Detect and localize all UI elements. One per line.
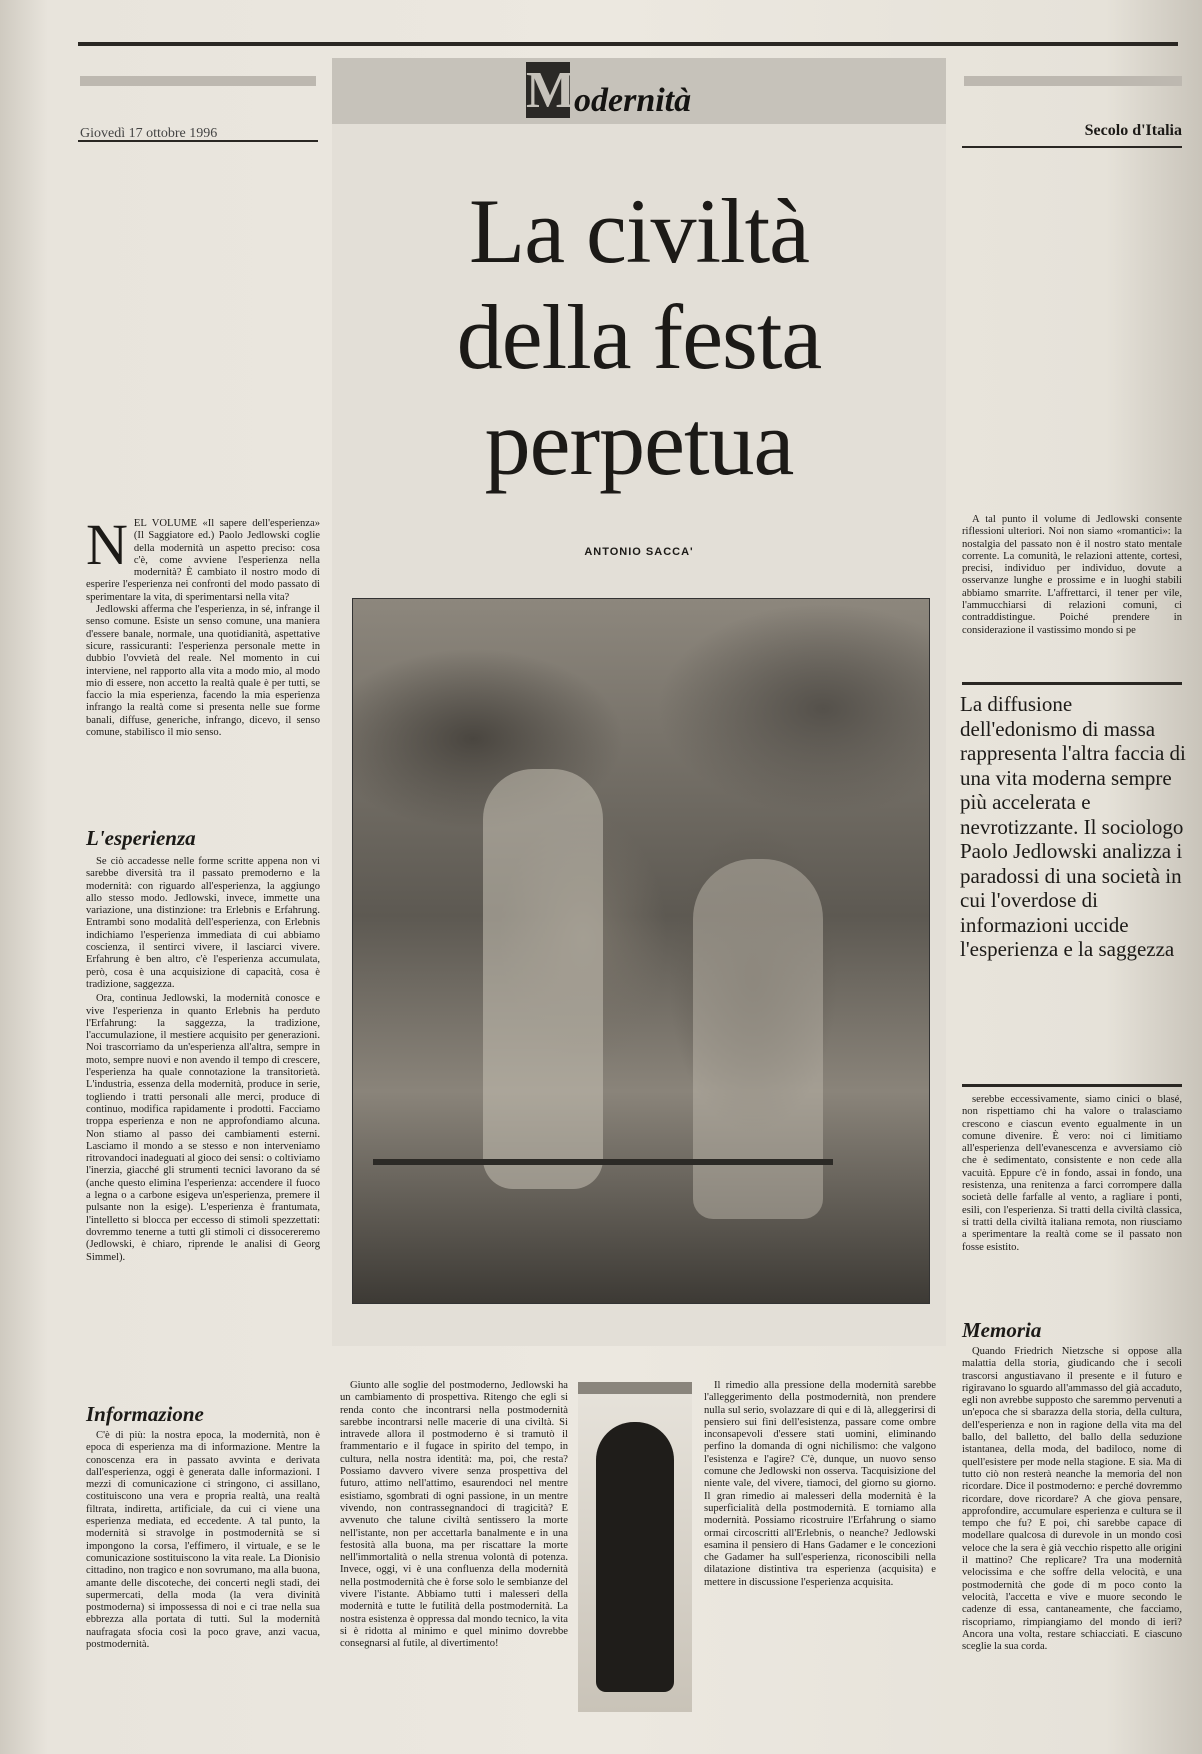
headline-line-1: La civiltà <box>469 180 809 282</box>
robot-silhouette <box>596 1422 674 1692</box>
middle-column-text <box>340 1380 568 1653</box>
section-initial: M <box>526 62 576 119</box>
esperienza-paragraph-2: Ora, continua Jedlowski, la modernità conosce e vive l'esperienza in quanto Erlebnis ha perduto l'Erfahrung: la saggezza, la tradizione, l'accumulazione, il mestiere acquisito per generazioni. Noi trascorriamo da un'esperienza all'altra, sempre in moto, sempre nuovi e non avendo il tempo di crescere, l'esperienza ha quale connotazione la transitorietà. L'industria, essenza della modernità, produce in serie, togliendo i tratti personali alle merci, produce di continuo, modifica rapidamente i prodotti. Facciamo troppa esperienza e non ne approfondiamo alcuna. Non stiamo al passo dei cambiamenti esterni. Lasciamo il mondo a se stesso e non interveniamo ritrovandoci inadeguati al gioco dei sensi: o coltiviamo l'inerzia, giacché gli strumenti tecnici lavorano da sé (anche questo elimina l'esperienza: accendere il fuoco a legna o a carbone esigeva un'esperienza, premere il pulsante non la esige). L'esperienza è frantumata, l'intelletto si blocca per eccesso di stimoli spezzettati: dovremmo tenerne a tutti gli stimoli ci dissocereremo (Jedlowski, è chiaro, riprende le analisi di Georg Simmel). <box>86 993 320 1263</box>
section-banner <box>332 58 946 124</box>
esperienza-text <box>86 856 320 1266</box>
dropcap: N <box>86 512 128 577</box>
esperienza-paragraph-1: Se ciò accadesse nelle forme scritte appena non vi sarebbe diversità tra il passato premoderno e la modernità: con riguardo all'esperienza, la aggiungo allo stesso modo. Jedlowski, invece, immette una variazione, una distinzione: tra Erlebnis e Erfahrung. Entrambi sono modalità dell'esperienza, con Erlebnis indichiamo l'esperienza immediata di cui abbiamo coscienza, il sentirci vivere, il lasciarci vivere. Erfahrung è ben altro, c'è l'esperienza accumulata, però, cosa è una acquisizione di capacità, cosa è tradizione, saggezza. <box>86 856 320 990</box>
right-top-text <box>962 514 1182 639</box>
dateline: Giovedì 17 ottobre 1996 <box>80 126 218 141</box>
intro-text <box>86 512 320 741</box>
left-rule-bar <box>80 76 316 86</box>
headline-line-3: perpetua <box>484 392 794 494</box>
float-railing <box>373 1159 833 1165</box>
pull-quote: La diffusione dell'edonismo di massa rappresenta l'altra faccia di una vita moderna sempre più accelerata e nevrotizzante. Il sociologo Paolo Jedlowski analizza i paradossi di una società in cui l'overdose di informazioni uccide l'esperienza e la saggezza <box>960 692 1186 961</box>
middle-paragraph: Giunto alle soglie del postmoderno, Jedlowski ha un cambiamento di prospettiva. Ritengo che egli si renda conto che incontrarsi nella postmodernità sarebbe incontrarsi nelle macerie di una civiltà. Si intravede allora il postmoderno è si tramutò il frammentario e il fugace in spirito del tempo, in cultura, nella nostra identità: ma, poi, che resta? Possiamo davvero vivere senza prospettiva del futuro, attimo nell'attimo, esaurendoci nel mentre esistiamo, sgombrati di ogni passione, in un mentre vivendo, non contrassegnandoci di tragicità? E avvenuto che talune civiltà sentissero la morte nell'istante, non per accettarla banalmente e in una festosità alla buona, ma per riscattare la morte nell'immortalità o nella strenua volontà di potenza. Invece, oggi, vi è una confluenza della modernità nella postmodernità che è forse solo le sembianze del vivere l'istante. Abbiamo tutti i malesseri della modernità e tutte le futilità della postmodernità. La nostra esistenza è oppressa dal mondo tecnico, la vita si è ridotta al minimo e quel minimo dovrebbe consegnarsi al futile, al divertimento! <box>340 1380 568 1650</box>
memoria-text <box>962 1346 1182 1655</box>
right-mid-paragraph: serebbe eccessivamente, siamo cinici o blasé, non rispettiamo chi ha valore o tralasciamo crescono e ciascun evento egualmente in un comune divenire. È vero: noi ci limitiamo all'esperienza dell'evanescenza e avversiamo ciò che è sedimentato, consistente e non cede alla vacuità. Eppure c'è in fondo, assai in fondo, una resistenza, una renitenza a farci corrompere dalla società delle farfalle al vento, a ragliare i ponti, esili, con l'esperienza. Si tratti della civiltà classica, si tratti della civiltà italiana remota, non riusciamo a sperimentare la realtà come se il passato non fosse esistito. <box>962 1094 1182 1253</box>
byline: ANTONIO SACCA' <box>584 546 694 558</box>
carnival-photo <box>352 598 930 1304</box>
masthead: Secolo d'Italia <box>1084 122 1182 139</box>
right-rule-bar <box>964 76 1182 86</box>
informazione-paragraph: C'è di più: la nostra epoca, la modernità, non è epoca di esperienza ma di informazione. Mentre la conoscenza era in passato avvinta e derivata dall'esperienza, oggi è generata dalle informazioni. I mezzi di comunicazione ci stringono, ci assillano, costituiscono una vera e propria realtà, una realtà filtrata, indiretta, artificiale, da cui ci viene una esperienza mediata, ed eccedente. A tal punto, la modernità si stravolge in postmodernità se si impongono la corsa, l'effimero, il virtuale, e se le comunicazione sostituiscono la vita reale. La Dionisio cittadino, non tragico e non sovrumano, ma alla buona, amante delle discoteche, dei concerti negli stadi, dei supermercati, della moda (la vera divinità postmoderna) si impossessa di noi e ci trae nella sua ebbrezza alla portata di tutti. Sul la modernità naufragata sfocia così la poco grave, anzi vacua, postmodernità. <box>86 1430 320 1651</box>
right-top-paragraph: A tal punto il volume di Jedlowski consente riflessioni ulteriori. Noi non siamo «romantici»: la nostalgia del passato non è il nostro stato mentale corrente. La comunità, le relazioni attente, cortesi, precisi, individuo per individuo, dovute a osservanze lunghe e prossime e in luoghi stabili abbiamo smarrite. L'affrettarci, il tener per vile, l'ammucchiarsi di relazioni comuni, ci contraddistingue. Poiché prendere in considerazione il vastissimo mondo si pe <box>962 514 1182 636</box>
right-middle-paragraph: Il rimedio alla pressione della modernità sarebbe l'alleggerimento della postmodernità, non prendere nulla sul serio, svolazzare di qui e di là, alleggerirsi di pensiero sui fini dell'esistenza, passare come ombre inconsapevoli d'essere stati uomini, eliminando perfino la domanda di ogni nichilismo: che valgono l'esistenza e l'agire? C'è, dunque, un nuovo senso comune che Jedlowski non osserva. Tacquisizione del niente vale, del vivere, tiamoci, del giorno su giorno. Il gran rimedio ai malesseri della modernità è la superficialità della postmodernità. E torniamo alla modernità. Possiamo ricostruire l'Erfahrung o siamo ormai circoscritti all'Erlebnis, o neanche? Jedlowski esamina il pensiero di Hans Gadamer e le concezioni che Gadamer ha sull'esperienza, riconoscibili nella dilatazione distintiva tra esperienza (acquisita) e mettere in discussione l'esperienza acquisita. <box>704 1380 936 1588</box>
right-header-rule <box>962 146 1182 148</box>
subhead-memoria: Memoria <box>962 1318 1042 1342</box>
intro-paragraph-2: Jedlowski afferma che l'esperienza, in sé, infrange il senso comune. Esiste un senso comune, una maniera d'essere banale, normale, una quotidianità, aspettative sicure, rassicuranti: l'esperienza personale mette in dubbio l'ovvietà del reale. Nel momento in cui interviene, nel rapporto alla vita a modo mio, al modo mio di essere, non accetto la realtà quale è per tutti, se faccio la mia esperienza, facendo la mia esperienza infrango la realtà come si presenta nelle sue forme banali, diffuse, generiche, infrango, dicevo, il senso comune, stabilisco il mio senso. <box>86 604 320 739</box>
dancer-figure <box>483 769 603 1189</box>
subhead-informazione: Informazione <box>86 1402 204 1426</box>
right-middle-column-text <box>704 1380 936 1591</box>
headline-line-2: della festa <box>456 286 822 388</box>
informazione-text <box>86 1430 320 1653</box>
intro-paragraph-1: EL VOLUME «Il sapere dell'esperienza» (Il Saggiatore ed.) Paolo Jedlowski coglie della modernità un aspetto preciso: cosa c'è, come avviene l'esperienza nella modernità? È cambiato il nostro modo di esperire l'esperienza nei confronti del modo passato di sperimentare la vita, di sperimentarsi nella vita? <box>86 518 320 603</box>
image-band <box>578 1382 692 1394</box>
pull-quote-rule-bottom <box>962 1084 1182 1087</box>
pull-quote-rule-top <box>962 682 1182 685</box>
robot-figure-image <box>578 1382 692 1712</box>
subhead-esperienza: L'esperienza <box>86 826 196 850</box>
memoria-paragraph: Quando Friedrich Nietzsche si oppose alla malattia della storia, giudicando che i secoli trascorsi angustiavano il presente e il futuro e rigiravano lo sguardo all'ammasso del già accaduto, egli non avrebbe supposto che saremmo pervenuti a un'epoca che si sbarazza della storia, della cultura, dell'esperienza e non in ragione della vita ma del ballo, del balletto, del ballo della seduzione istantanea, della moda, del badiloco, nome di quell'esistere per mode nella stagione. E sia. Ma di tutto ciò non resterà neanche la memoria del non ricordare. Dice il postmoderno: e perché dovremmo ricordare, dove ricordare? A che giova pensare, approfondire, accumulare esperienza e cultura se il tempo che fu? E poi, chi sarebbe capace di modellare qualcosa di durevole in un mondo così veloce che la sera è già vecchio rispetto alle origini il mattino? Che replicare? Tra una modernità velocissima e che soffre della velocità, e una postmodernità che gode di m poco conto la velocità, l'accetta e vive e muore secondo le cadenze di essa, cantaneamente, che facciamo, riscopriamo, rimpiangiamo del mondo di ieri? Ancora una volta, restare schiacciati. E ciascuno sceglie la sua corda. <box>962 1346 1182 1653</box>
right-mid-text <box>962 1094 1182 1256</box>
man-figure <box>693 859 823 1219</box>
top-rule <box>78 42 1178 46</box>
headline <box>332 178 946 496</box>
section-title: odernità <box>574 82 692 119</box>
